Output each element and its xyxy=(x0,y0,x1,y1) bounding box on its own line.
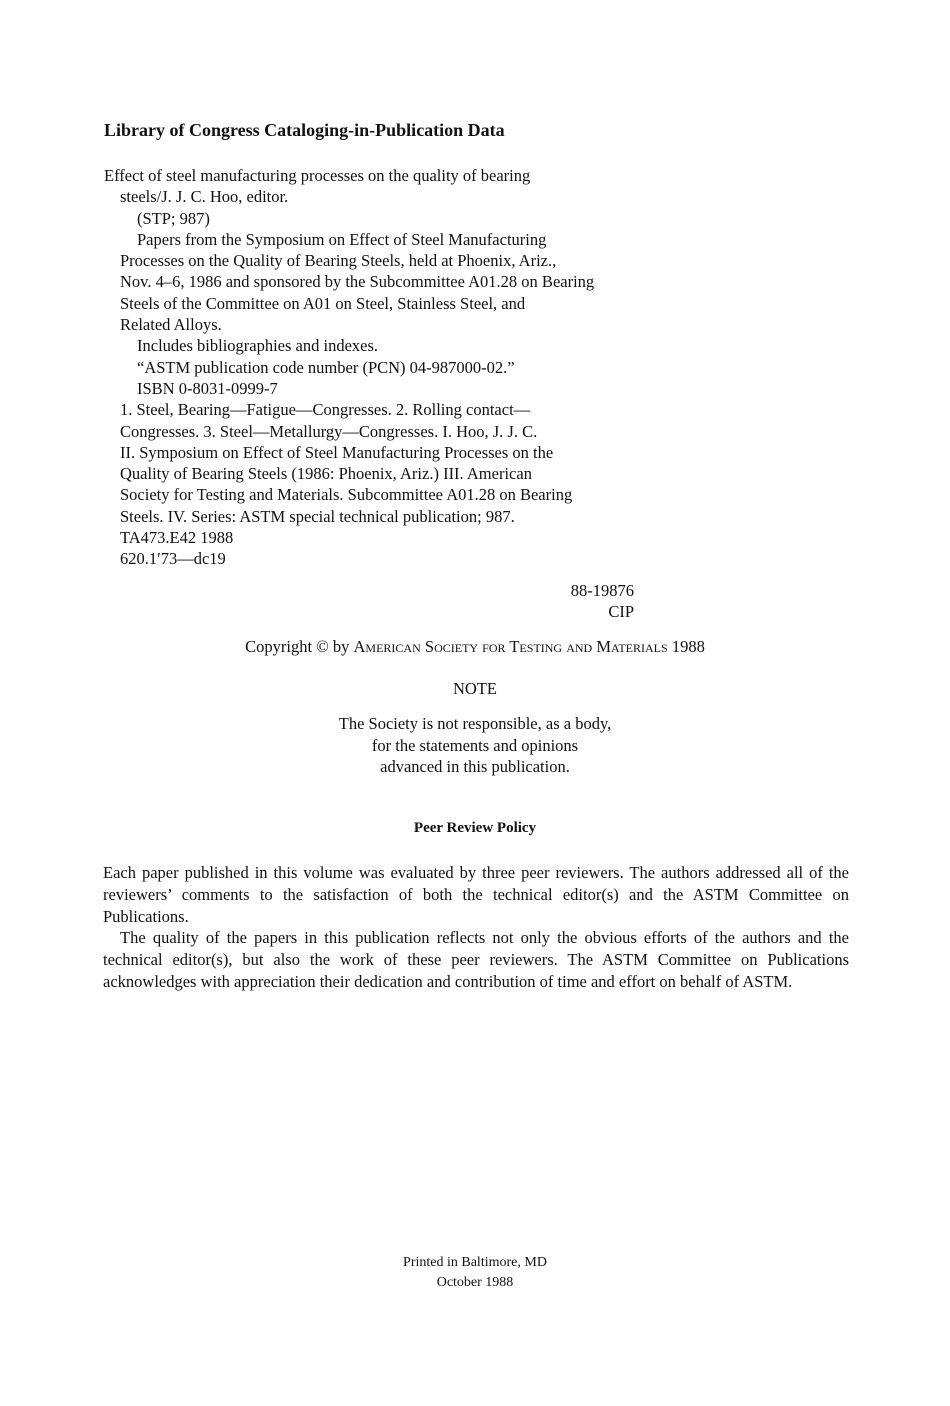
note-title: NOTE xyxy=(453,679,497,698)
peer-review-body xyxy=(103,862,849,993)
note-line: The Society is not responsible, as a body, xyxy=(338,714,612,733)
cip-record xyxy=(104,165,644,622)
cip-line: Papers from the Symposium on Effect of Steel Manufacturing xyxy=(137,229,547,249)
copyright-line xyxy=(0,637,950,657)
cip-line: (STP; 987) xyxy=(137,208,210,228)
copyright-prefix: Copyright © by xyxy=(245,637,354,656)
cip-line: Quality of Bearing Steels (1986: Phoenix, Ariz.) III. American xyxy=(120,464,532,484)
cip-line: Society for Testing and Materials. Subcommittee A01.28 on Bearing xyxy=(120,485,573,505)
cip-line: TA473.E42 1988 xyxy=(120,528,234,548)
printed-place: Printed in Baltimore, MD xyxy=(403,1255,547,1270)
note-line: advanced in this publication. xyxy=(380,757,570,776)
printed-date: October 1988 xyxy=(436,1275,514,1290)
cip-line: Steels of the Committee on A01 on Steel, Stainless Steel, and xyxy=(120,293,526,313)
printed-info xyxy=(0,1253,950,1293)
cip-line: II. Symposium on Effect of Steel Manufacturing Processes on the xyxy=(120,442,554,462)
cip-line: Includes bibliographies and indexes. xyxy=(137,336,379,356)
note-line: for the statements and opinions xyxy=(371,735,579,755)
lccn-number: 88-19876 xyxy=(570,580,634,600)
cip-line: Processes on the Quality of Bearing Steels, held at Phoenix, Ariz., xyxy=(120,251,557,271)
peer-review-paragraph: Each paper published in this volume was evaluated by three peer reviewers. The authors addressed all of the reviewers’ comments to the satisfaction of both the technical editor(s) and the ASTM Committee on Publications. xyxy=(103,863,849,926)
copyright-org: American Society for Testing and Materials xyxy=(353,637,668,656)
cip-line: steels/J. J. C. Hoo, editor. xyxy=(120,187,289,207)
cip-heading: Library of Congress Cataloging-in-Publication Data xyxy=(104,120,505,140)
cip-line: Related Alloys. xyxy=(120,315,222,335)
peer-review-paragraph: The quality of the papers in this publication reflects not only the obvious efforts of the authors and the technical editor(s), but also the work of these peer reviewers. The ASTM Committee on Publications acknowledges with appreciation their dedication and contribution of time and effort on behalf of ASTM. xyxy=(103,928,849,991)
cip-line: “ASTM publication code number (PCN) 04-987000-02.” xyxy=(137,357,515,377)
cip-line: Effect of steel manufacturing processes on the quality of bearing xyxy=(104,166,531,185)
cip-line: 620.1′73—dc19 xyxy=(120,549,226,569)
cip-line: 1. Steel, Bearing—Fatigue—Congresses. 2. Rolling contact— xyxy=(120,400,531,420)
cip-line: ISBN 0-8031-0999-7 xyxy=(137,378,278,398)
note-body xyxy=(0,713,950,778)
copyright-year: 1988 xyxy=(667,637,705,656)
cip-line: Nov. 4–6, 1986 and sponsored by the Subcommittee A01.28 on Bearing xyxy=(120,272,595,292)
cip-label: CIP xyxy=(608,601,634,621)
cip-line: Congresses. 3. Steel—Metallurgy—Congresses. I. Hoo, J. J. C. xyxy=(120,421,538,441)
peer-review-heading: Peer Review Policy xyxy=(413,820,537,836)
cip-line: Steels. IV. Series: ASTM special technical publication; 987. xyxy=(120,506,515,526)
